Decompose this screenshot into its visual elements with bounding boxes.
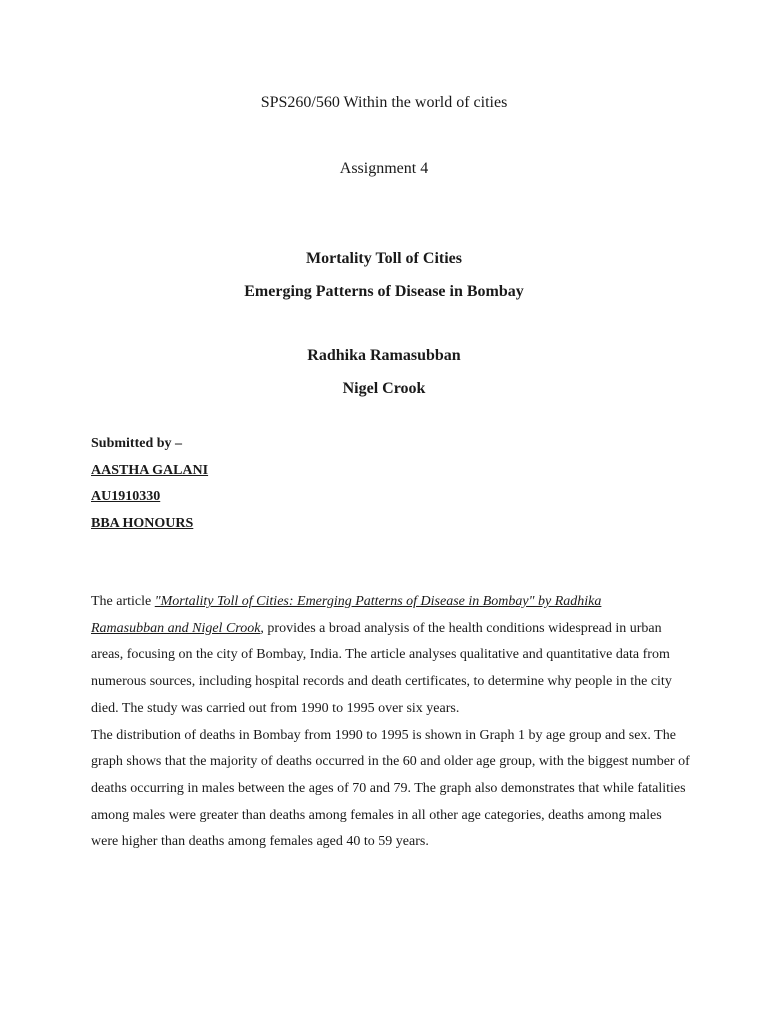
article-subtitle: Emerging Patterns of Disease in Bombay bbox=[244, 283, 524, 300]
article-citation-part1: "Mortality Toll of Cities: Emerging Patterns of Disease in Bombay" by Radhika bbox=[154, 594, 602, 609]
article-title: Mortality Toll of Cities bbox=[306, 250, 462, 267]
submitted-by-label: Submitted by – bbox=[91, 436, 183, 451]
article-citation-part2: Ramasubban and Nigel Crook bbox=[91, 620, 261, 636]
paragraph-intro bbox=[91, 589, 691, 723]
course-title: SPS260/560 Within the world of cities bbox=[260, 94, 508, 111]
author-name-second: Nigel Crook bbox=[342, 380, 426, 397]
author-name-first: Radhika Ramasubban bbox=[307, 347, 461, 364]
submission-details bbox=[91, 431, 208, 537]
paragraph-lead: The article bbox=[91, 594, 155, 609]
program-name: BBA HONOURS bbox=[91, 515, 194, 531]
student-name: AASTHA GALANI bbox=[91, 462, 209, 478]
body-text bbox=[91, 589, 691, 856]
assignment-number: Assignment 4 bbox=[339, 160, 429, 177]
paragraph-distribution: The distribution of deaths in Bombay from 1990 to 1995 is shown in Graph 1 by age group and sex. The graph shows that the majority of deaths occurred in the 60 and older age group, with the biggest number of deaths occurring in males between the ages of 70 and 79. The graph also demonstrates that while fatalities among males were greater than deaths among females in all other age categories, deaths among males were higher than deaths among females aged 40 to 59 years. bbox=[91, 727, 690, 850]
paragraph-intro-rest: , provides a broad analysis of the health conditions widespread in urban areas, focusing on the city of Bombay, India. The article analyses qualitative and quantitative data from numerous sources, including hospital records and death certificates, to determine why people in the city died. The study was carried out from 1990 to 1995 over six years. bbox=[91, 620, 672, 716]
student-id: AU1910330 bbox=[91, 489, 161, 504]
